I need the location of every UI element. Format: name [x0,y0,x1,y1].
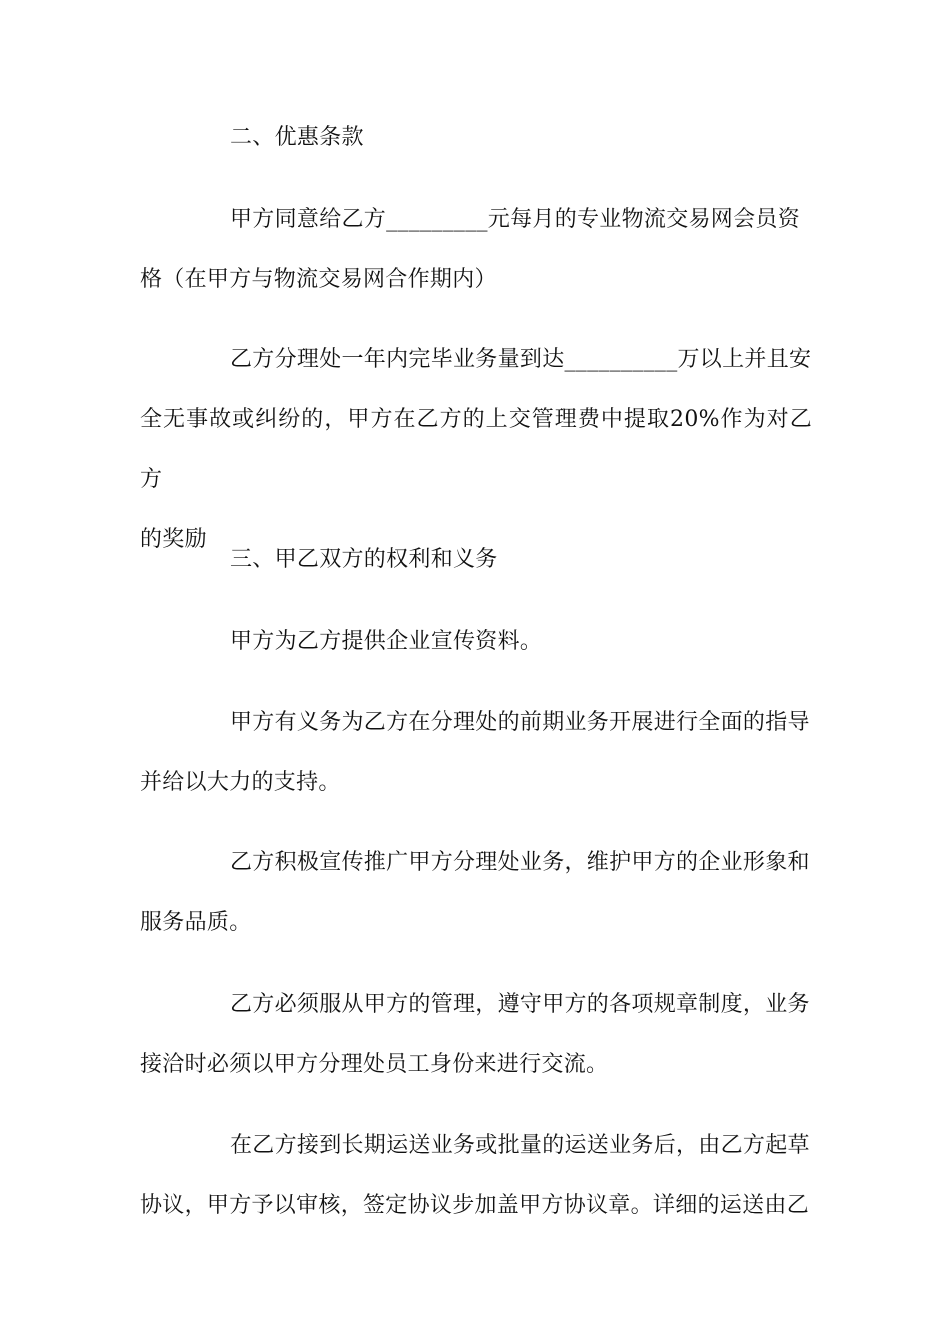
text-line: 甲方为乙方提供企业宣传资料。 [230,629,543,654]
text-line: 格（在甲方与物流交易网合作期内） [140,267,497,292]
text-line: 甲方同意给乙方_________元每月的专业物流交易网会员资 [230,207,801,232]
text-line: 并给以大力的支持。 [140,770,341,795]
text-line: 乙方积极宣传推广甲方分理处业务，维护甲方的企业形象和 [230,850,810,875]
paragraph-membership [140,190,812,310]
section-heading-preferential-terms [140,108,812,168]
paragraph-brand-image [140,833,812,953]
paragraph-guidance [140,693,812,813]
paragraph-promotional-materials [140,612,812,672]
text-line: 的奖励 [140,527,207,552]
paragraph-management [140,975,812,1095]
text-line: 服务品质。 [140,910,252,935]
text-line: 全无事故或纠纷的，甲方在乙方的上交管理费中提取20%作为对乙方 [140,407,812,492]
paragraph-contract [140,1116,812,1236]
text-line: 协议，甲方予以审核，签定协议步加盖甲方协议章。详细的运送由乙 [140,1193,810,1218]
section-heading-rights-obligations [140,530,812,590]
text-line: 甲方有义务为乙方在分理处的前期业务开展进行全面的指导 [230,710,810,735]
text-line: 乙方必须服从甲方的管理，遵守甲方的各项规章制度，业务 [230,992,810,1017]
text-line: 三、甲乙双方的权利和义务 [230,547,498,572]
text-line: 二、优惠条款 [230,125,364,150]
text-line: 乙方分理处一年内完毕业务量到达__________万以上并且安 [230,347,812,372]
text-line: 接洽时必须以甲方分理处员工身份来进行交流。 [140,1052,609,1077]
text-line: 在乙方接到长期运送业务或批量的运送业务后，由乙方起草 [230,1133,810,1158]
document-page [140,0,812,1344]
